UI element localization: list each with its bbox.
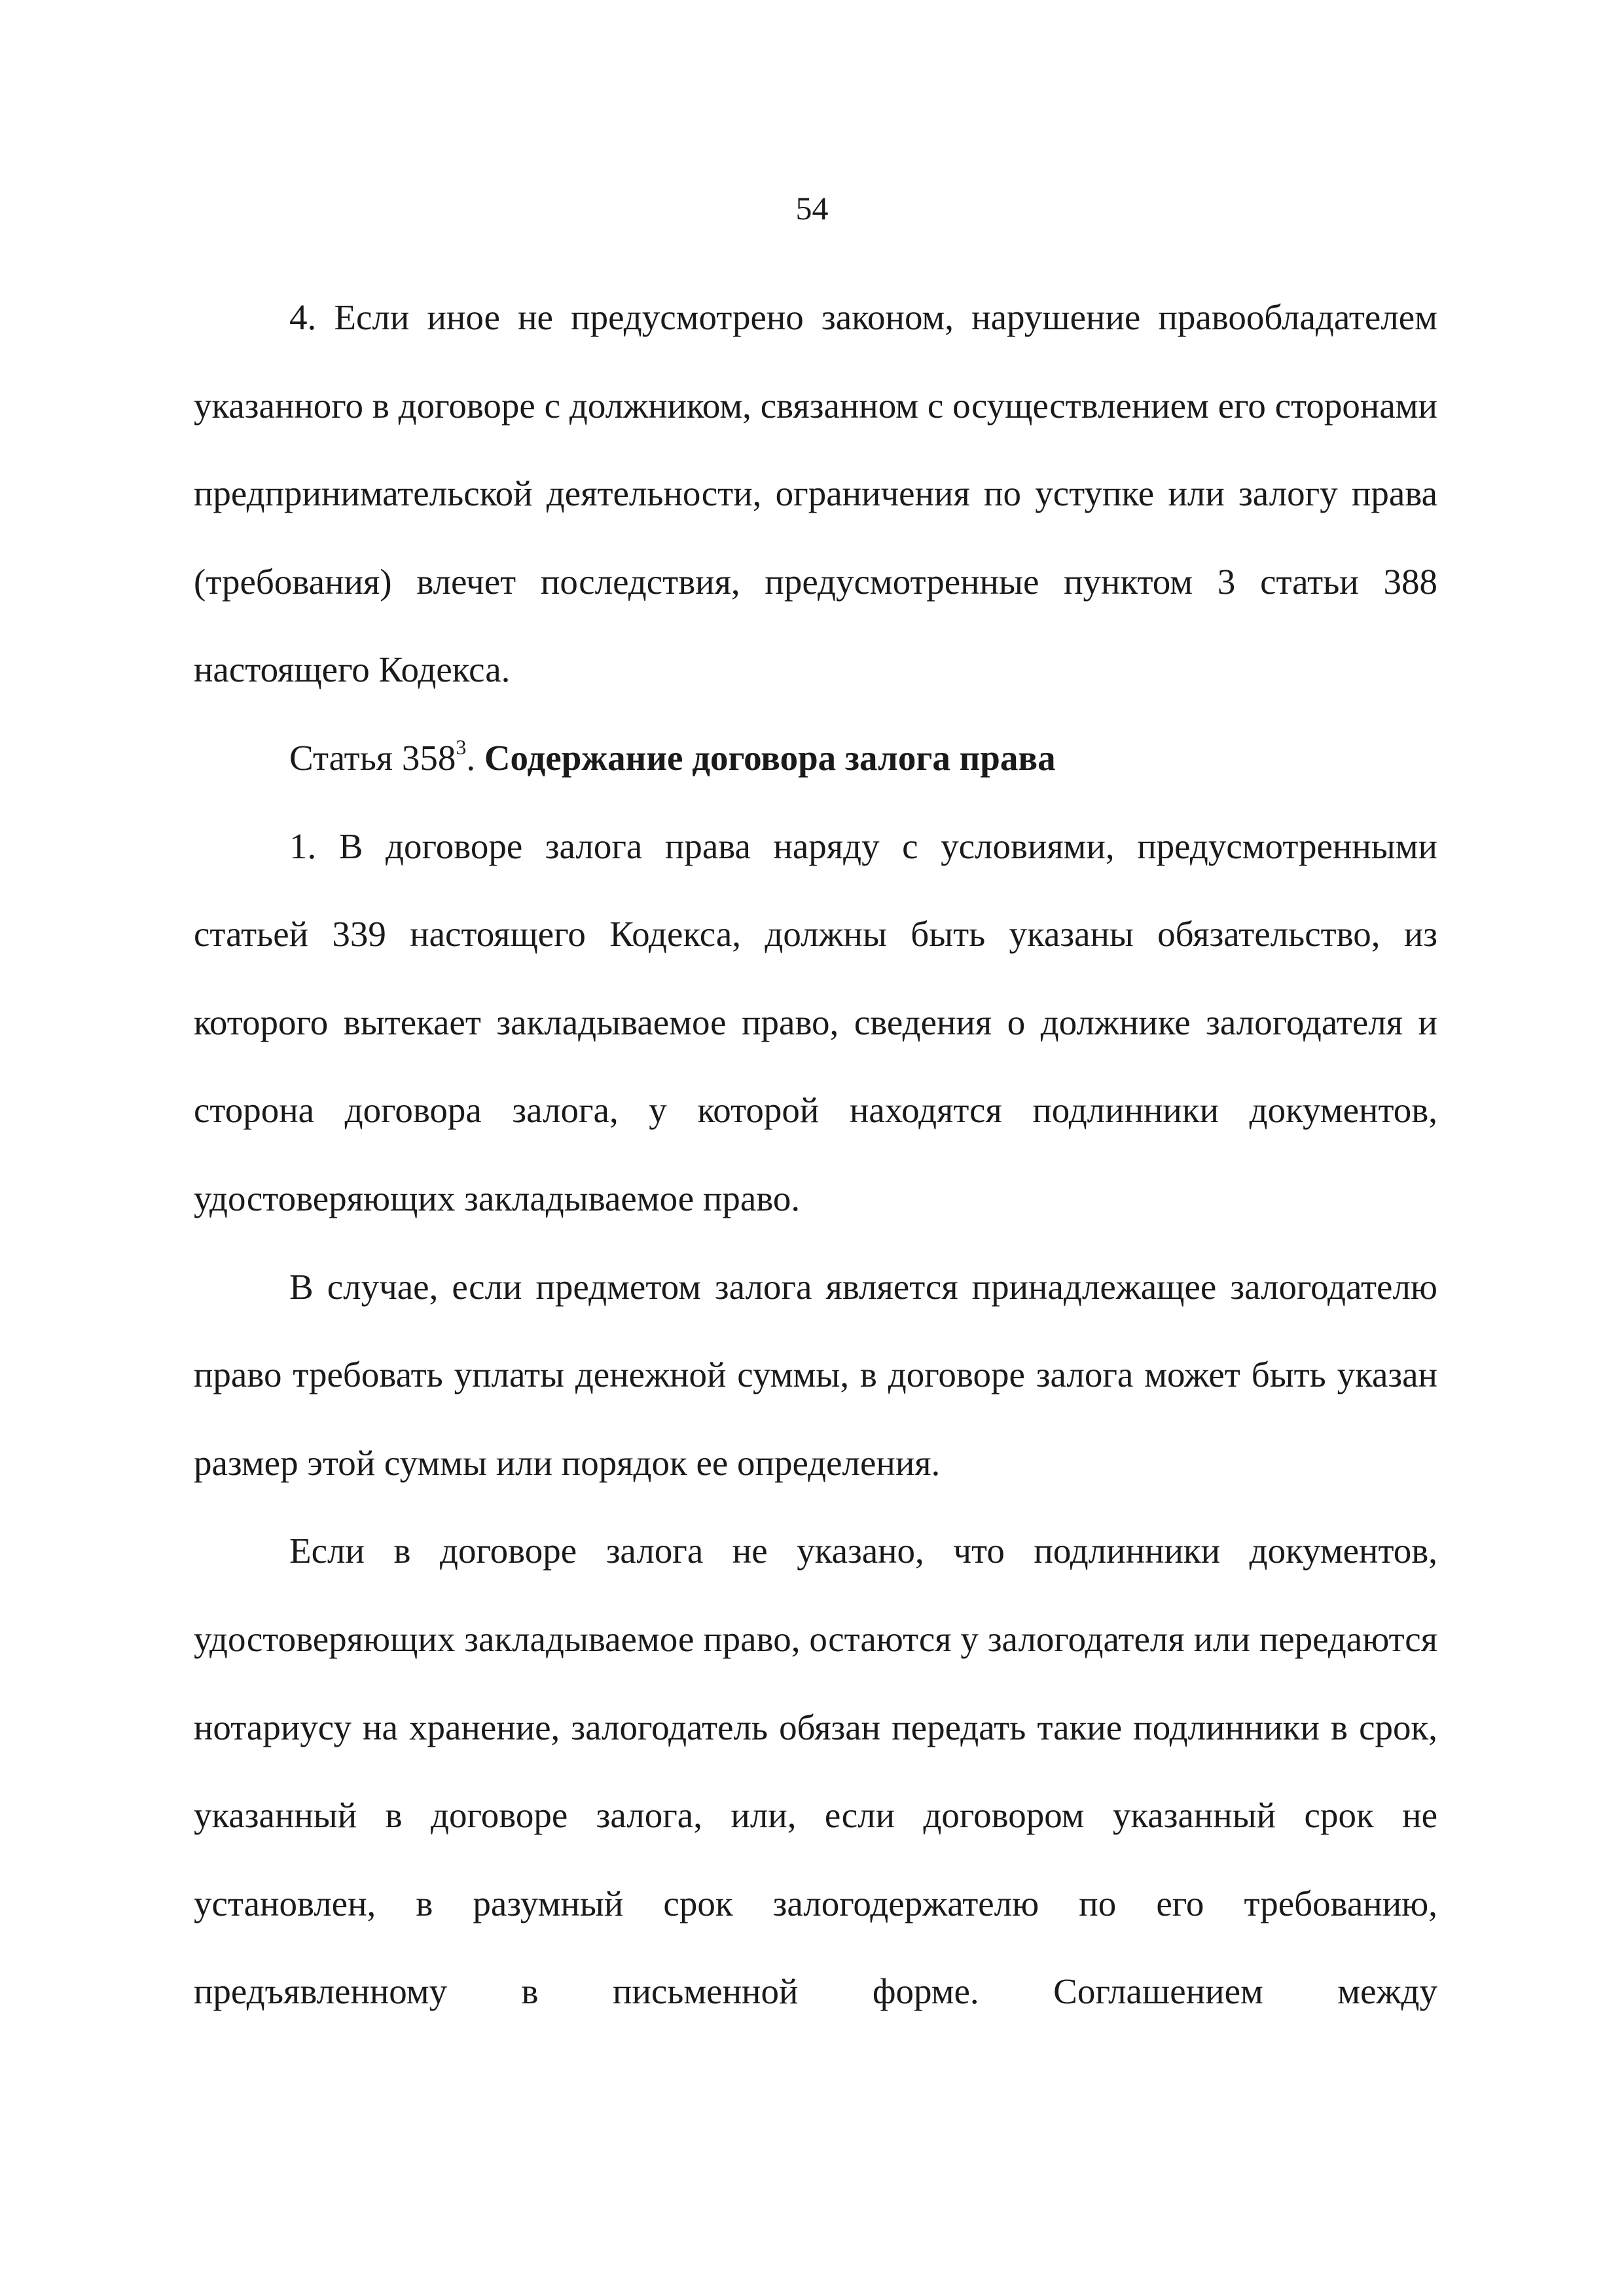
- paragraph-item-4: 4. Если иное не предусмотрено законом, нарушение правообладателем указанного в договоре с должником, связанном с осуществлением его сторонами предпринимательской деятельности, ограничения по уступке или залогу права (требования) влечет последствия, предусмотренные пунктом 3 статьи 388 настоящего Кодекса.: [194, 297, 1437, 690]
- article-number-superscript: 3: [456, 735, 467, 759]
- article-paragraph-1: 1. В договоре залога права наряду с условиями, предусмотренными статьей 339 настоящего Кодекса, должны быть указаны обязательство, из которого вытекает закладываемое право, сведения о должнике залогодателя и сторона договора залога, у которой находятся подлинники документов, удостоверяющих закладываемое право.: [194, 826, 1437, 1218]
- article-paragraph-2: В случае, если предметом залога является принадлежащее залогодателю право требовать уплаты денежной суммы, в договоре залога может быть указан размер этой суммы или порядок ее определения.: [194, 1266, 1437, 1483]
- article-title: Содержание договора залога права: [484, 737, 1056, 778]
- article-paragraph-3: Если в договоре залога не указано, что подлинники документов, удостоверяющих закладываемое право, остаются у залогодателя или передаются нотариусу на хранение, залогодатель обязан передать такие подлинники в срок, указанный в договоре залога, или, если договором указанный срок не установлен, в разумный срок залогодержателю по его требованию, предъявленному в письменной форме. Соглашением между: [194, 1531, 1437, 2012]
- page-number: 54: [795, 190, 829, 227]
- article-heading: [194, 714, 1437, 803]
- article-number-dot: .: [466, 737, 476, 778]
- document-body: [194, 274, 1437, 2036]
- article-number-prefix: Статья 358: [289, 737, 456, 778]
